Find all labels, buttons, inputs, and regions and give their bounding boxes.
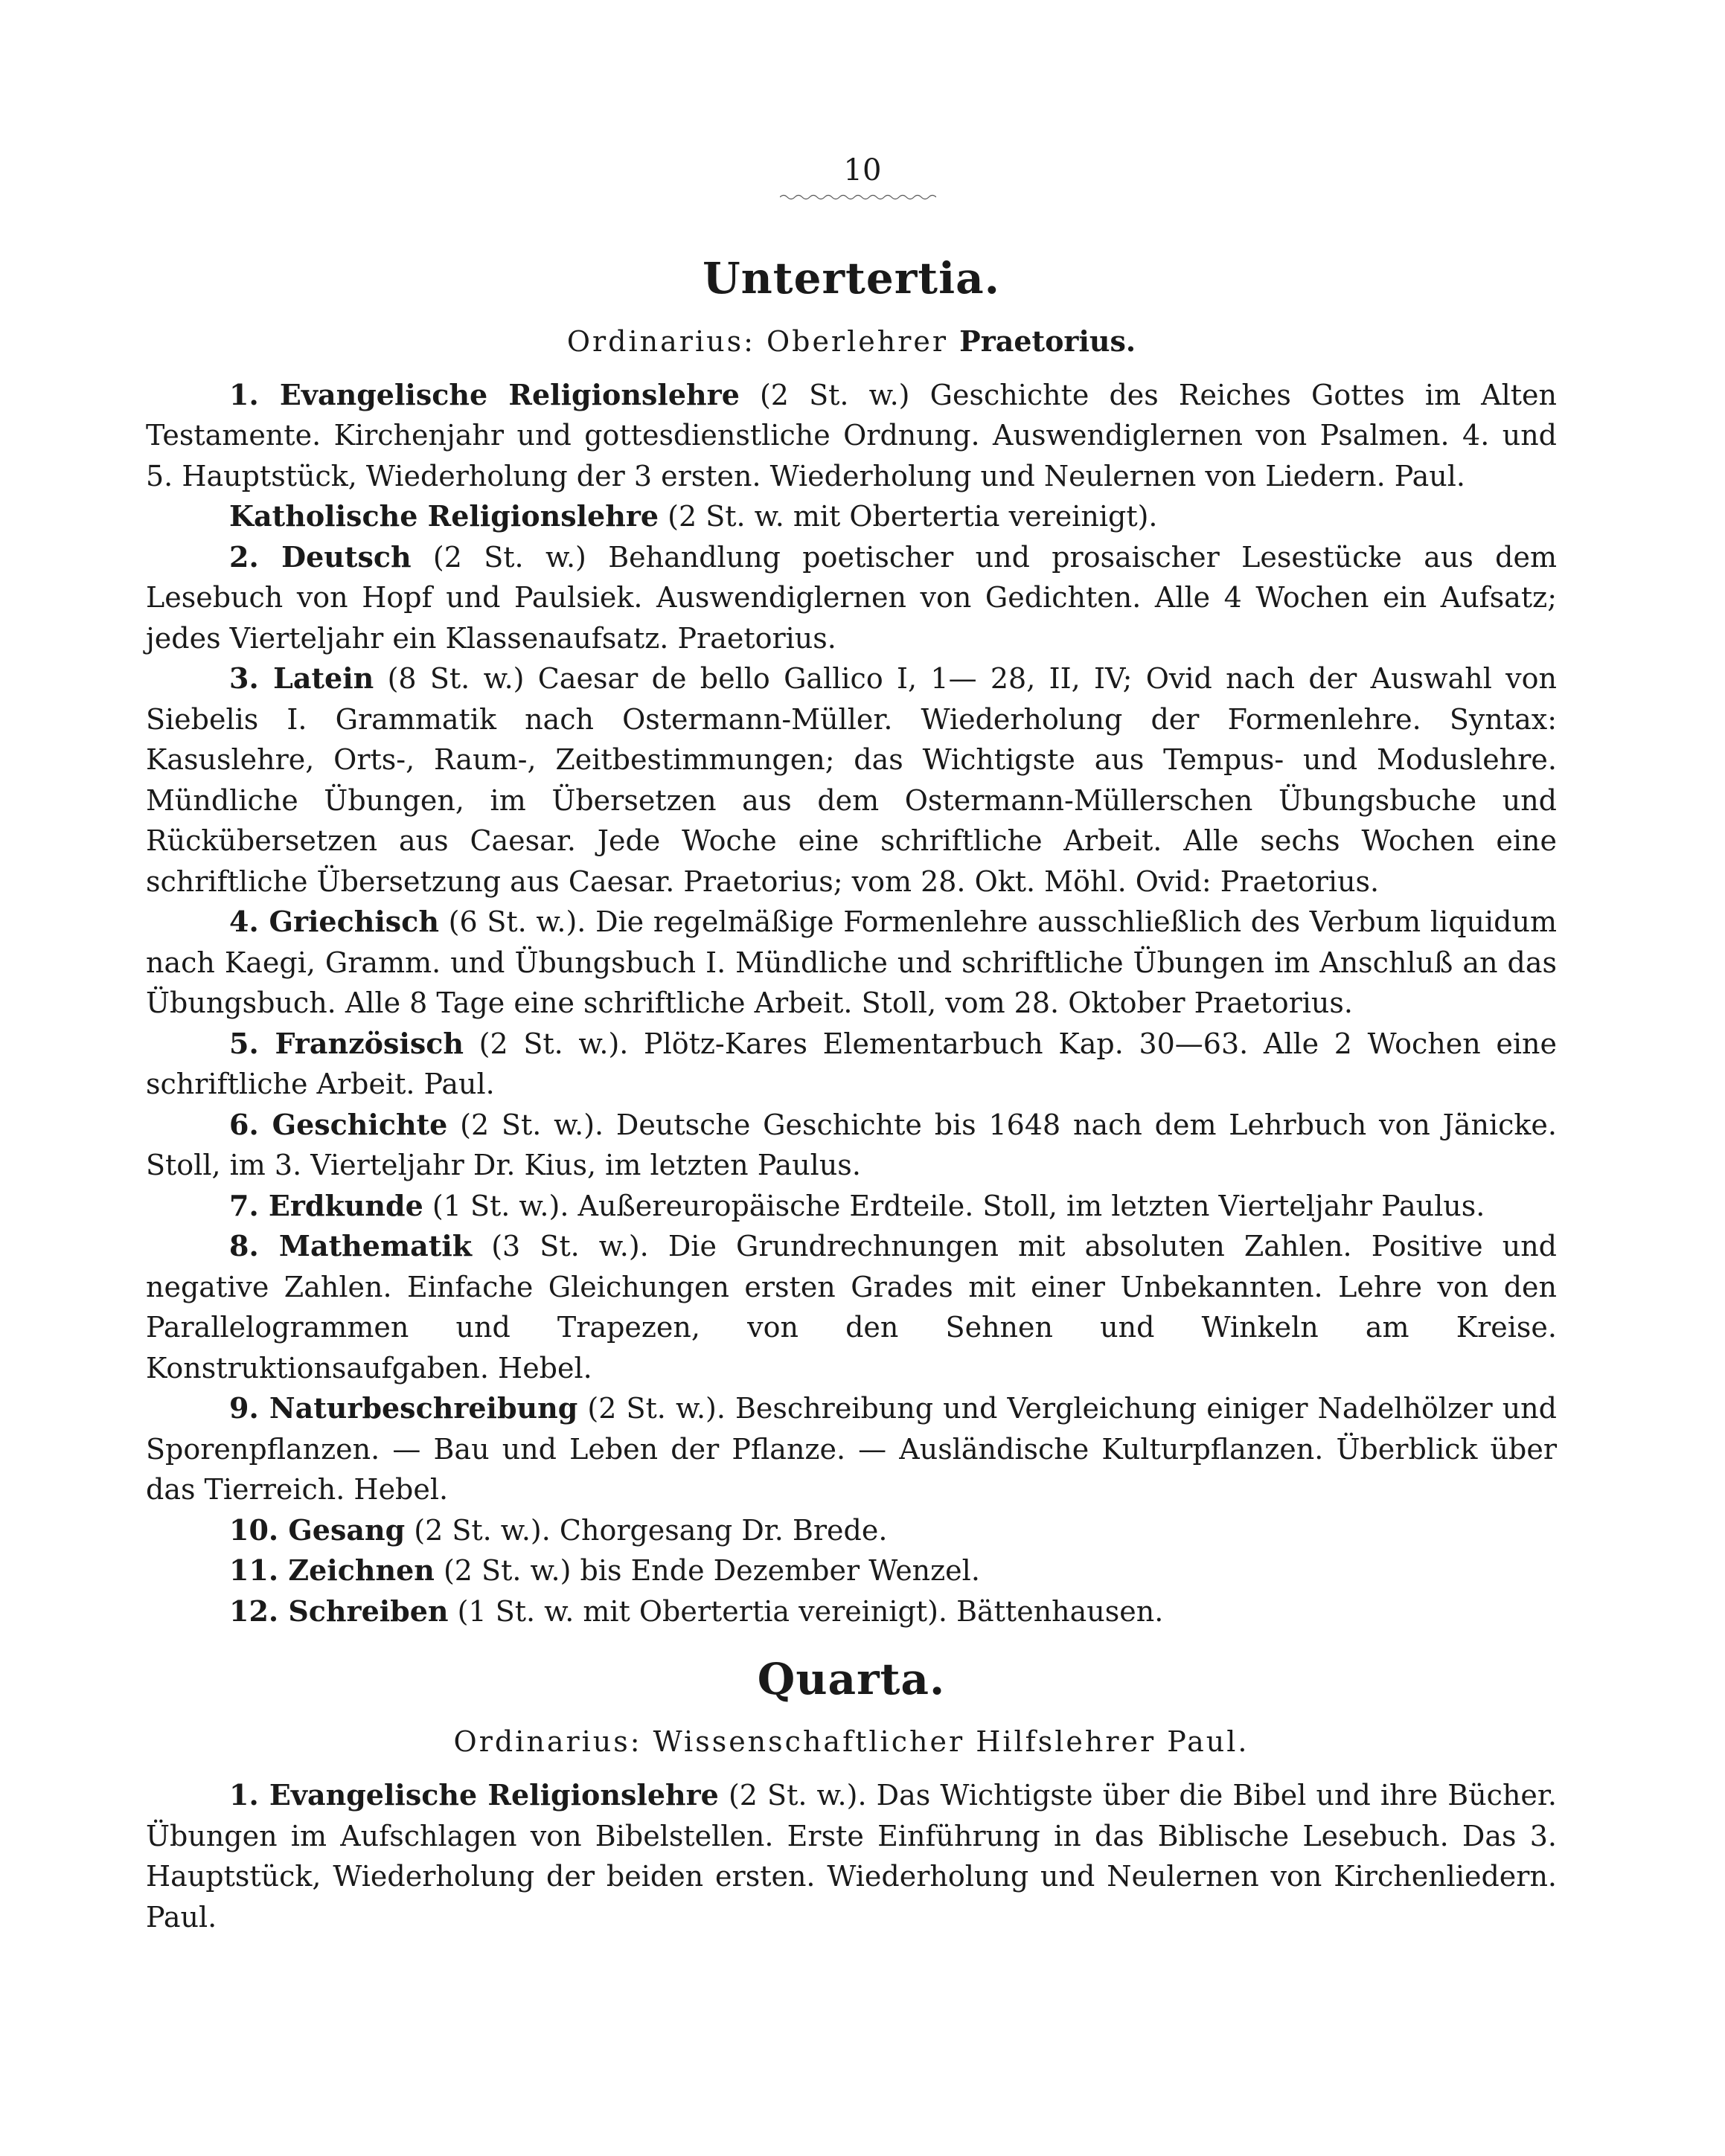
subject-entry bbox=[146, 1550, 1557, 1591]
subject-heading: 5. Französisch bbox=[229, 1026, 464, 1060]
subject-entry bbox=[146, 1024, 1557, 1105]
subject-text: (6 St. w.). Die regelmäßige Formenlehre ausschließlich des Verbum liquidum nach Kaegi, Gramm. und Übungsbuch I. Mündliche und schriftliche Übungen im Anschluß an das Übungsbuch. Alle 8 Tage eine schriftliche Arbeit. Stoll, vom 28. Oktober Praetorius. bbox=[146, 905, 1557, 1020]
subject-text: (2 St. w.). Deutsche Geschichte bis 1648 nach dem Lehrbuch von Jänicke. Stoll, im 3. Vierteljahr Dr. Kius, im letzten Paulus. bbox=[146, 1108, 1558, 1182]
subject-text: (2 St. w.). Plötz-Kares Elementarbuch Kap. 30—63. Alle 2 Wochen eine schriftliche Arbeit. Paul. bbox=[146, 1027, 1557, 1101]
subject-text: (1 St. w.). Außereuropäische Erdteile. Stoll, im letzten Vierteljahr Paulus. bbox=[423, 1189, 1485, 1222]
subject-text: (2 St. w.). Beschreibung und Vergleichung einiger Nadelhölzer und Sporenpflanzen. — Bau und Leben der Pflanze. — Ausländische Kulturpflanzen. Überblick über das Tierreich. Hebel. bbox=[146, 1392, 1557, 1507]
subject-heading: 1. Evangelische Religionslehre bbox=[229, 377, 740, 411]
section-gap bbox=[146, 1632, 1557, 1654]
subject-entry bbox=[146, 902, 1557, 1024]
subject-heading: 10. Gesang bbox=[229, 1512, 406, 1547]
subject-text: (2 St. w. mit Obertertia vereinigt). bbox=[659, 500, 1158, 533]
ordinarius-line bbox=[146, 321, 1557, 362]
subject-entry bbox=[146, 375, 1557, 497]
subject-heading: 11. Zeichnen bbox=[229, 1553, 435, 1588]
subject-text: (2 St. w.). Chorgesang Dr. Brede. bbox=[405, 1513, 888, 1547]
subject-entry bbox=[146, 1591, 1557, 1632]
subject-heading: 8. Mathematik bbox=[229, 1229, 473, 1263]
ordinarius-line bbox=[146, 1722, 1557, 1762]
wavy-rule-ornament bbox=[780, 193, 936, 201]
subject-text: (3 St. w.). Die Grundrechnungen mit absoluten Zahlen. Positive und negative Zahlen. Einfache Gleichungen ersten Grades mit einer Unbekannten. Lehre von den Parallelogrammen und Trapezen, von den Sehnen und Winkeln am Kreise. Konstruktionsaufgaben. Hebel. bbox=[146, 1230, 1558, 1385]
subject-heading: 6. Geschichte bbox=[229, 1107, 448, 1141]
subject-entry bbox=[146, 1105, 1557, 1186]
subject-heading: 7. Erdkunde bbox=[229, 1188, 423, 1222]
subject-entry bbox=[146, 537, 1557, 659]
section-title: Untertertia. bbox=[703, 253, 1000, 304]
subject-heading: Katholische Religionslehre bbox=[229, 499, 659, 533]
section-title: Quarta. bbox=[757, 1654, 946, 1705]
ordinarius-label: Ordinarius: Wissenschaftlicher Hilfslehrer Paul. bbox=[453, 1725, 1249, 1758]
subject-text: (2 St. w.) Behandlung poetischer und prosaischer Lesestücke aus dem Lesebuch von Hopf und Paulsiek. Auswendiglernen von Gedichten. Alle 4 Wochen ein Aufsatz; jedes Vierteljahr ein Klassenaufsatz. Praetorius. bbox=[146, 540, 1557, 655]
subject-heading: 4. Griechisch bbox=[229, 905, 439, 939]
subject-heading: 3. Latein bbox=[229, 661, 374, 696]
subject-entry bbox=[146, 1186, 1557, 1227]
subject-heading: 1. Evangelische Religionslehre bbox=[229, 1778, 719, 1812]
subject-entry bbox=[146, 1388, 1557, 1510]
subject-text: (2 St. w.) Geschichte des Reiches Gottes im Alten Testamente. Kirchenjahr und gottesdienstliche Ordnung. Auswendiglernen von Psalmen. 4. und 5. Hauptstück, Wiederholung der 3 ersten. Wiederholung und Neulernen von Liedern. Paul. bbox=[146, 378, 1557, 493]
subject-entry bbox=[146, 1510, 1557, 1551]
subject-entry bbox=[146, 1226, 1557, 1388]
subject-text: (8 St. w.) Caesar de bello Gallico I, 1— 28, II, IV; Ovid nach der Auswahl von Siebelis I. Grammatik nach Ostermann-Müller. Wiederholung der Formenlehre. Syntax: Kasuslehre, Orts-, Raum-, Zeitbestimmungen; das Wichtigste aus Tempus- und Moduslehre. Mündliche Übungen, im Übersetzen aus dem Ostermann-Müllerschen Übungsbuche und Rückübersetzen aus Caesar. Jede Woche eine schriftliche Arbeit. Alle sechs Wochen eine schriftliche Übersetzung aus Caesar. Praetorius; vom 28. Okt. Möhl. Ovid: Praetorius. bbox=[146, 662, 1557, 898]
subject-entry bbox=[146, 1775, 1557, 1937]
subject-entry bbox=[146, 496, 1557, 537]
subject-heading: 2. Deutsch bbox=[229, 539, 412, 574]
subject-entry bbox=[146, 658, 1557, 902]
ordinarius-name: Praetorius. bbox=[959, 324, 1136, 358]
subject-text: (2 St. w.). Das Wichtigste über die Bibel und ihre Bücher. Übungen im Aufschlagen von Bibelstellen. Erste Einführung in das Biblische Lesebuch. Das 3. Hauptstück, Wiederholung der beiden ersten. Wiederholung und Neulernen von Kirchenliedern. Paul. bbox=[146, 1779, 1557, 1934]
section-untertertia bbox=[146, 253, 1557, 1632]
ordinarius-label: Ordinarius: Oberlehrer bbox=[566, 324, 949, 358]
subject-text: (2 St. w.) bis Ende Dezember Wenzel. bbox=[434, 1554, 980, 1588]
section-quarta bbox=[146, 1654, 1557, 1937]
page-content bbox=[146, 253, 1557, 1937]
subject-text: (1 St. w. mit Obertertia vereinigt). Bättenhausen. bbox=[448, 1594, 1164, 1628]
page-number: 10 bbox=[843, 153, 882, 187]
subject-heading: 12. Schreiben bbox=[229, 1594, 449, 1628]
subject-heading: 9. Naturbeschreibung bbox=[229, 1391, 578, 1425]
